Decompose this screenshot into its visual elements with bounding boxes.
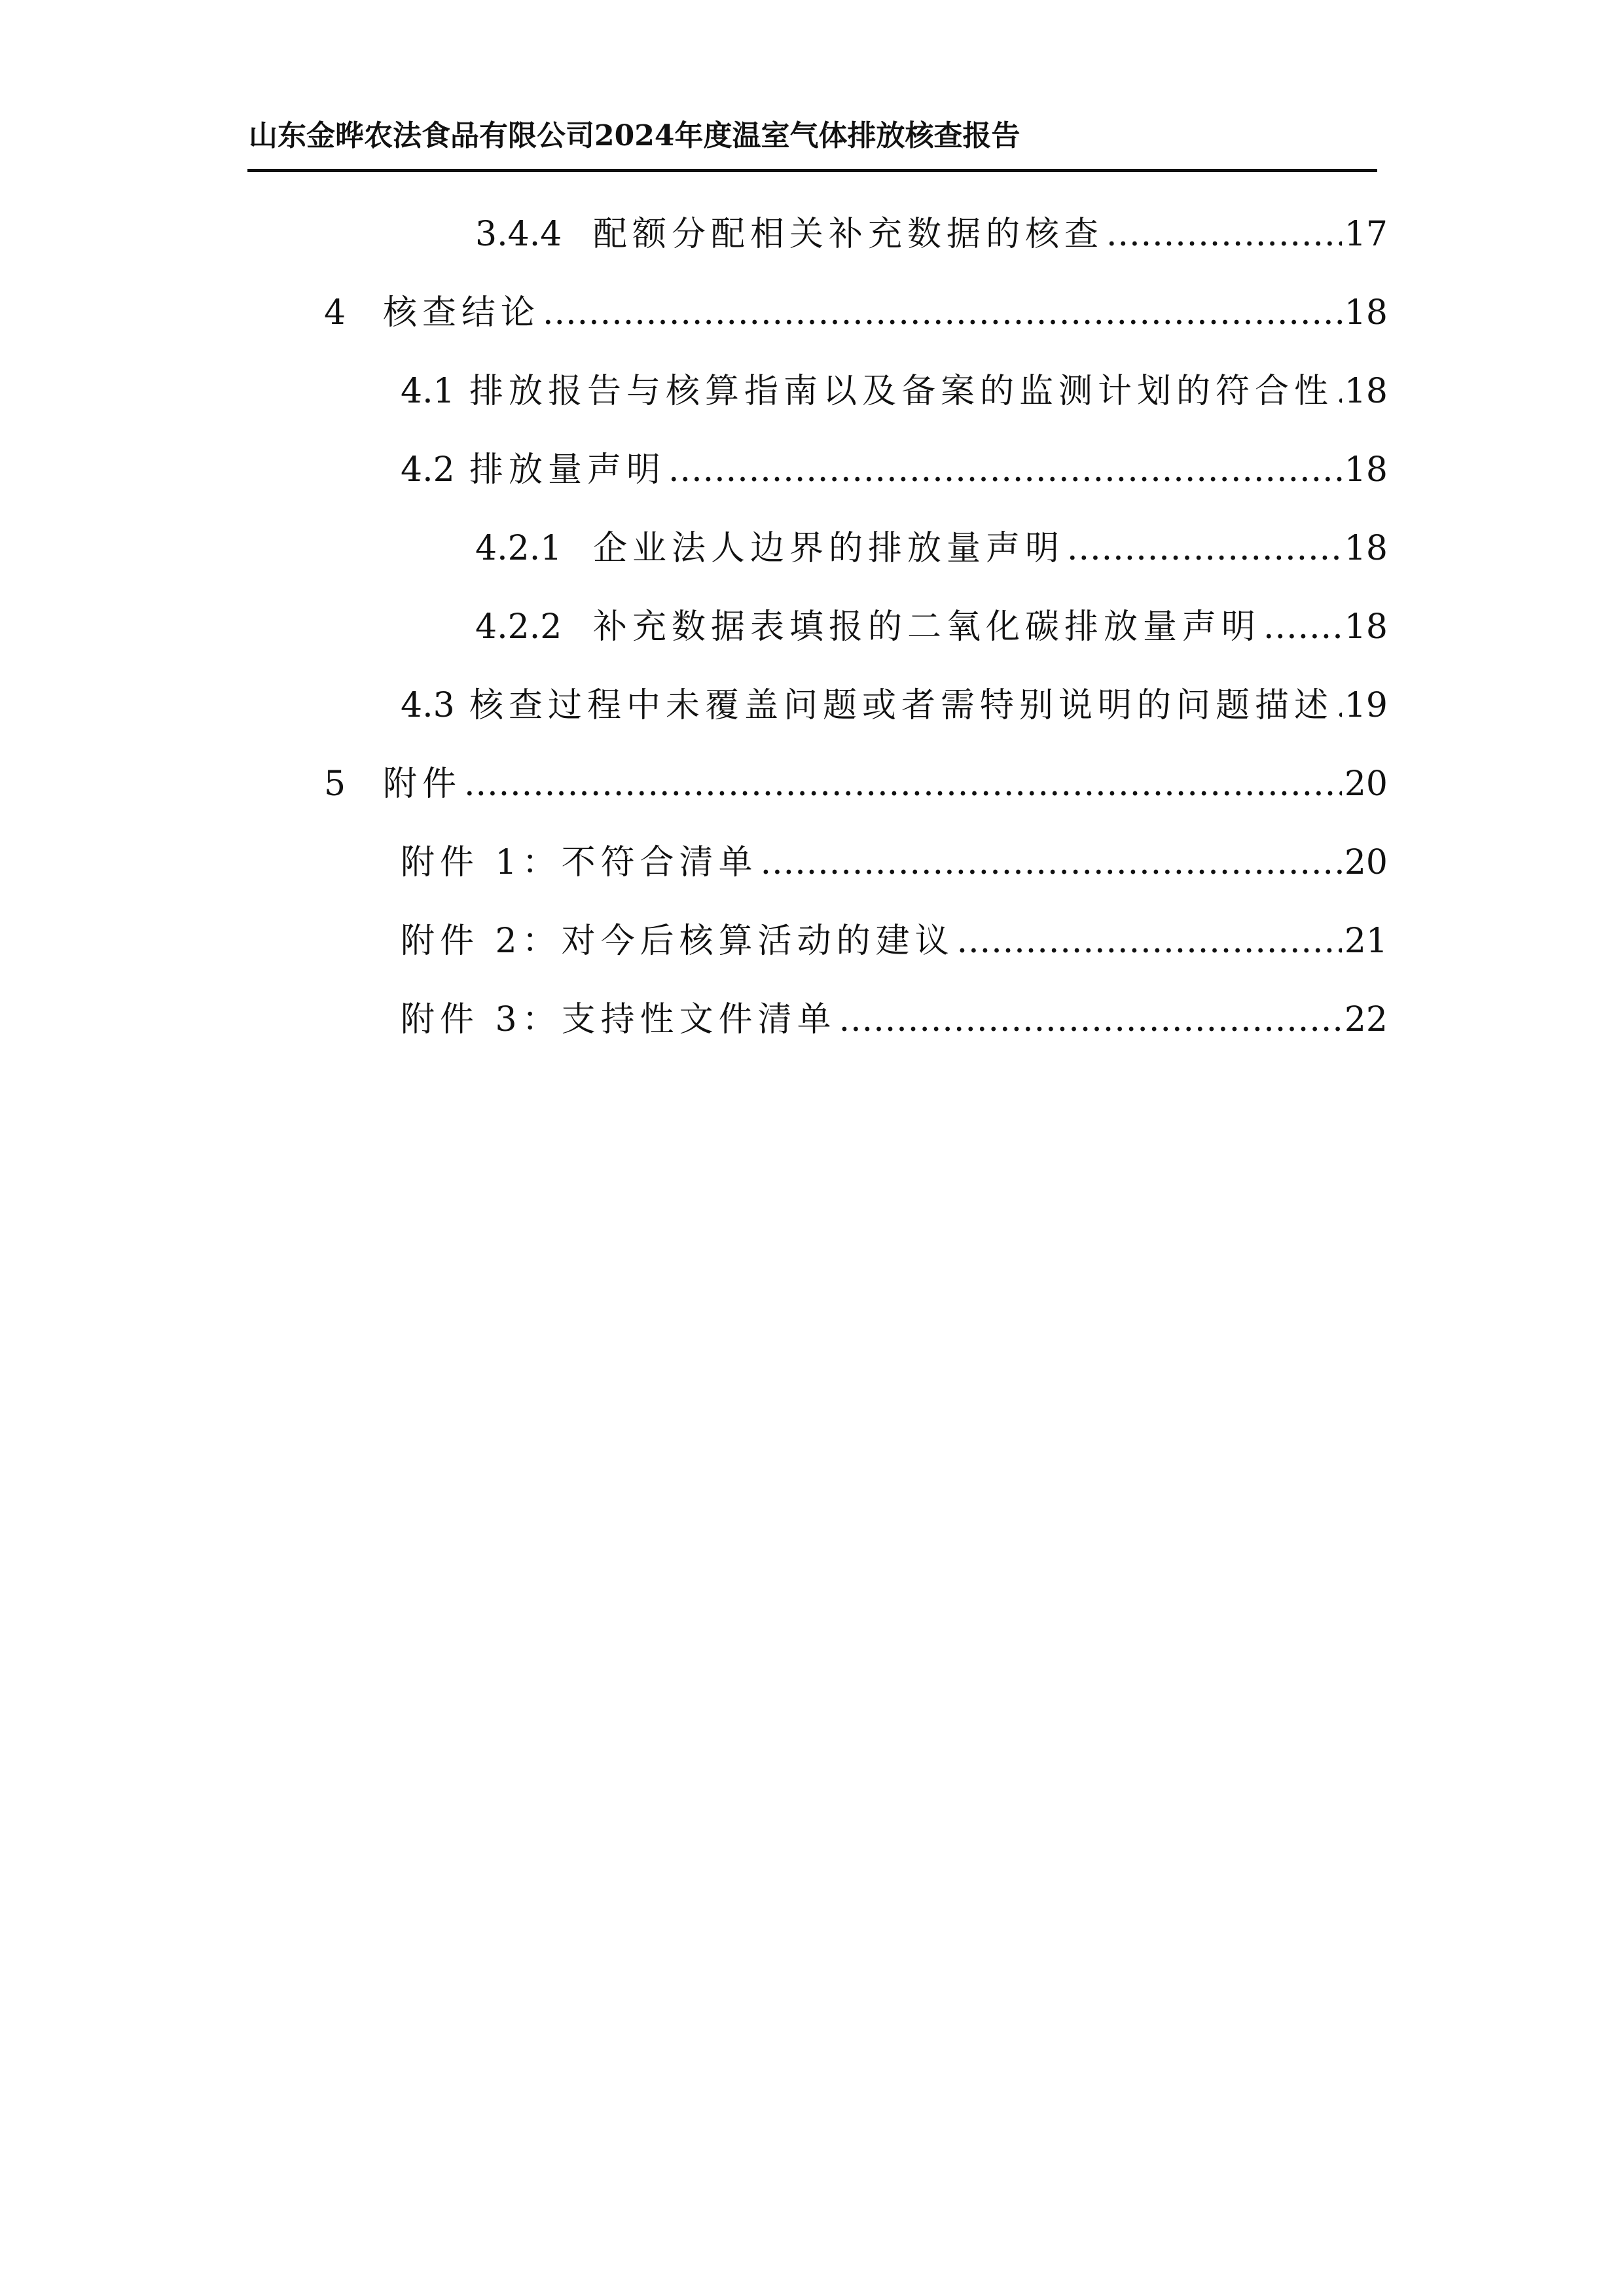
toc-title: 排放报告与核算指南以及备案的监测计划的符合性	[469, 372, 1334, 411]
toc-page-number: 17	[1344, 215, 1388, 254]
toc-number: 4.2.2	[475, 607, 562, 647]
toc-dot-leader	[1106, 211, 1342, 258]
toc-entry-4-3[interactable]	[401, 682, 1388, 729]
toc-dot-leader	[543, 289, 1342, 336]
toc-page-number: 20	[1344, 843, 1388, 882]
toc-number: 4.3	[401, 686, 455, 725]
toc-number: 4.2	[401, 450, 455, 490]
toc-page-number: 18	[1344, 607, 1388, 647]
toc-title: 附件 3：支持性文件清单	[401, 1000, 837, 1039]
toc-title: 核查过程中未覆盖问题或者需特别说明的问题描述	[469, 686, 1334, 725]
toc-dot-leader	[761, 839, 1342, 886]
toc-entry-4-2-2[interactable]	[475, 603, 1388, 651]
toc-dot-leader	[668, 446, 1342, 493]
toc-entry-appendix-3[interactable]	[401, 996, 1388, 1043]
toc-title: 企业法人边界的排放量声明	[593, 529, 1065, 568]
toc-title: 配额分配相关补充数据的核查	[593, 215, 1104, 254]
toc-entry-appendix-2[interactable]	[401, 918, 1388, 965]
toc-title: 附件 2：对今后核算活动的建议	[401, 922, 954, 961]
toc-entry-appendix-1[interactable]	[401, 839, 1388, 886]
toc-number: 5	[324, 764, 346, 804]
toc-entry-4-1[interactable]	[401, 368, 1388, 415]
toc-page-number: 18	[1344, 372, 1388, 411]
toc-number: 4.2.1	[475, 529, 562, 568]
toc-dot-leader	[1336, 682, 1342, 729]
toc-title: 附件 1：不符合清单	[401, 843, 758, 882]
toc-page-number: 20	[1344, 764, 1388, 804]
toc-page-number: 22	[1344, 1000, 1388, 1039]
toc-entry-3-4-4[interactable]	[475, 211, 1388, 258]
header-divider	[247, 169, 1377, 172]
toc-page-number: 18	[1344, 293, 1388, 332]
toc-title: 补充数据表填报的二氧化碳排放量声明	[593, 607, 1261, 647]
toc-entry-4-2-1[interactable]	[475, 525, 1388, 572]
toc-number: 3.4.4	[475, 215, 562, 254]
toc-page-number: 21	[1344, 922, 1388, 961]
toc-page-number: 19	[1344, 686, 1388, 725]
toc-dot-leader	[839, 996, 1342, 1043]
toc-number: 4	[324, 293, 346, 332]
toc-number: 4.1	[401, 372, 455, 411]
toc-page-number: 18	[1344, 529, 1388, 568]
toc-entry-5[interactable]	[324, 761, 1388, 808]
toc-entry-4[interactable]	[324, 289, 1388, 336]
toc-title: 排放量声明	[469, 450, 666, 490]
toc-entry-4-2[interactable]	[401, 446, 1388, 493]
toc-page-number: 18	[1344, 450, 1388, 490]
toc-dot-leader	[957, 918, 1342, 965]
toc-dot-leader	[1336, 368, 1342, 415]
toc-title: 附件	[383, 764, 462, 804]
toc-dot-leader	[1263, 603, 1342, 651]
toc-title: 核查结论	[383, 293, 541, 332]
running-header: 山东金晔农法食品有限公司2024年度温室气体排放核查报告	[249, 119, 1020, 152]
toc-dot-leader	[1067, 525, 1342, 572]
toc-dot-leader	[464, 761, 1342, 808]
